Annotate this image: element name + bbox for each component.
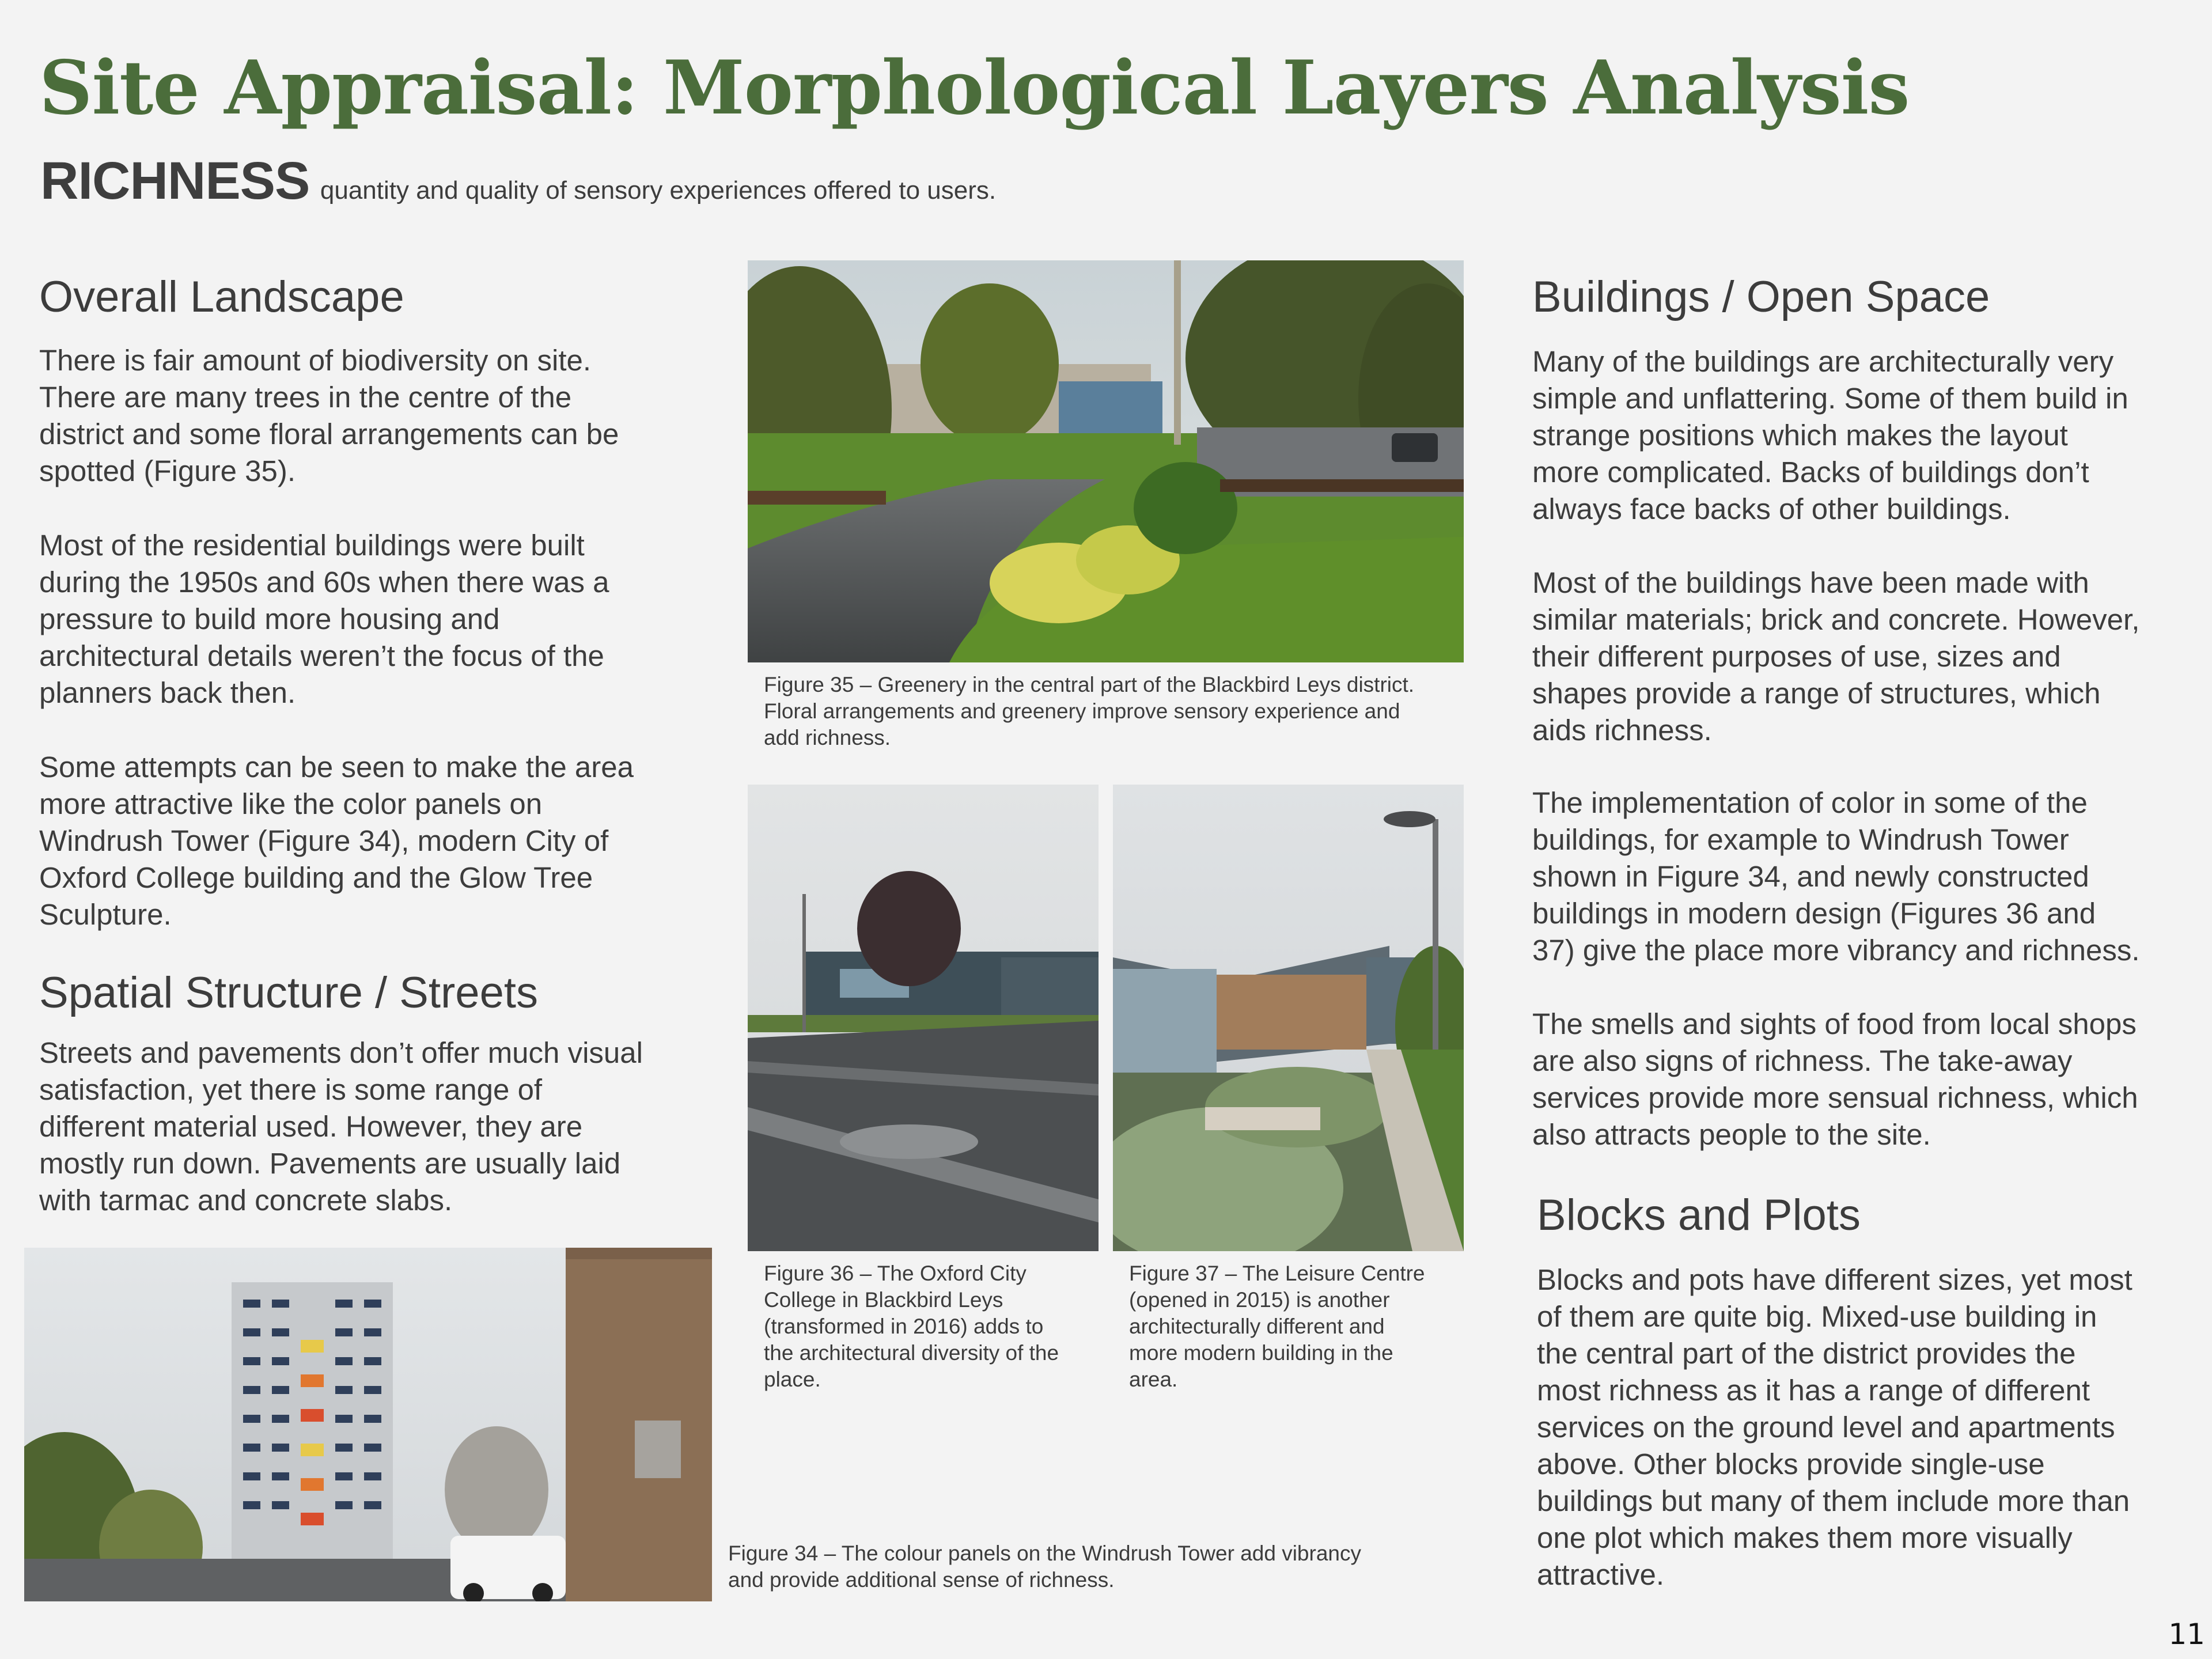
section-subtitle (40, 151, 996, 211)
overall-landscape-paragraph-3: Some attempts can be seen to make the area more attractive like the color panels on Windrush Tower (Figure 34), modern City of Oxford College building and the Glow Tree Sculpture. (39, 751, 634, 931)
figure-37-photo (1113, 785, 1464, 1251)
buildings-paragraph-2: Most of the buildings have been made with similar materials; brick and concrete. However, their different purposes of use, sizes and shapes provide a range of structures, which aids richness. (1532, 566, 2140, 747)
buildings-paragraph-1: Many of the buildings are architecturally very simple and unflattering. Some of them build in strange positions which makes the layout more complicated. Backs of buildings don’t always face backs of other buildings. (1532, 345, 2128, 525)
page-number: 11 (2168, 1618, 2205, 1651)
page-title: Site Appraisal: Morphological Layers Analysis (39, 45, 1910, 131)
figure-35-photo (748, 260, 1464, 662)
overall-landscape-paragraph-2: Most of the residential buildings were built during the 1950s and 60s when there was a pressure to build more housing and architectural details weren’t the focus of the planners back then. (39, 529, 609, 709)
spatial-structure-paragraph: Streets and pavements don’t offer much visual satisfaction, yet there is some range of different material used. However, they are mostly run down. Pavements are usually laid with tarmac and concrete slabs. (39, 1036, 643, 1217)
blocks-and-plots-paragraph: Blocks and pots have different sizes, yet most of them are quite big. Mixed-use building in the central part of the district provides the most richness as it has a range of different services on the ground level and apartments above. Other blocks provide single-use buildings but many of them include more than one plot which makes them more visually attractive. (1537, 1263, 2133, 1591)
overall-landscape-heading: Overall Landscape (39, 272, 404, 321)
figure-34-photo (24, 1248, 712, 1601)
figure-36-caption: Figure 36 – The Oxford City College in Blackbird Leys (transformed in 2016) adds to the architectural diversity of the place. (764, 1262, 1059, 1391)
blocks-and-plots-heading: Blocks and Plots (1537, 1191, 1861, 1240)
buildings-paragraph-4: The smells and sights of food from local shops are also signs of richness. The take-away services provide more sensual richness, which also attracts people to the site. (1532, 1007, 2138, 1151)
richness-heading: RICHNESS (40, 151, 310, 210)
overall-landscape-paragraph-1: There is fair amount of biodiversity on site. There are many trees in the centre of the district and some floral arrangements can be spotted (Figure 35). (39, 344, 619, 487)
figure-36-photo (748, 785, 1099, 1251)
richness-description: quantity and quality of sensory experiences offered to users. (320, 176, 997, 204)
figure-37-caption: Figure 37 – The Leisure Centre (opened in 2015) is another architecturally different and more modern building in the area. (1129, 1262, 1425, 1391)
buildings-open-space-heading: Buildings / Open Space (1532, 272, 1990, 321)
spatial-structure-heading: Spatial Structure / Streets (39, 968, 538, 1017)
figure-35-caption: Figure 35 – Greenery in the central part of the Blackbird Leys district. Floral arrangements and greenery improve sensory experience and add richness. (764, 673, 1415, 749)
figure-34-caption: Figure 34 – The colour panels on the Windrush Tower add vibrancy and provide additional sense of richness. (728, 1541, 1361, 1592)
buildings-paragraph-3: The implementation of color in some of the buildings, for example to Windrush Tower shown in Figure 34, and newly constructed buildings in modern design (Figures 36 and 37) give the place more vibrancy and richness. (1532, 786, 2140, 967)
